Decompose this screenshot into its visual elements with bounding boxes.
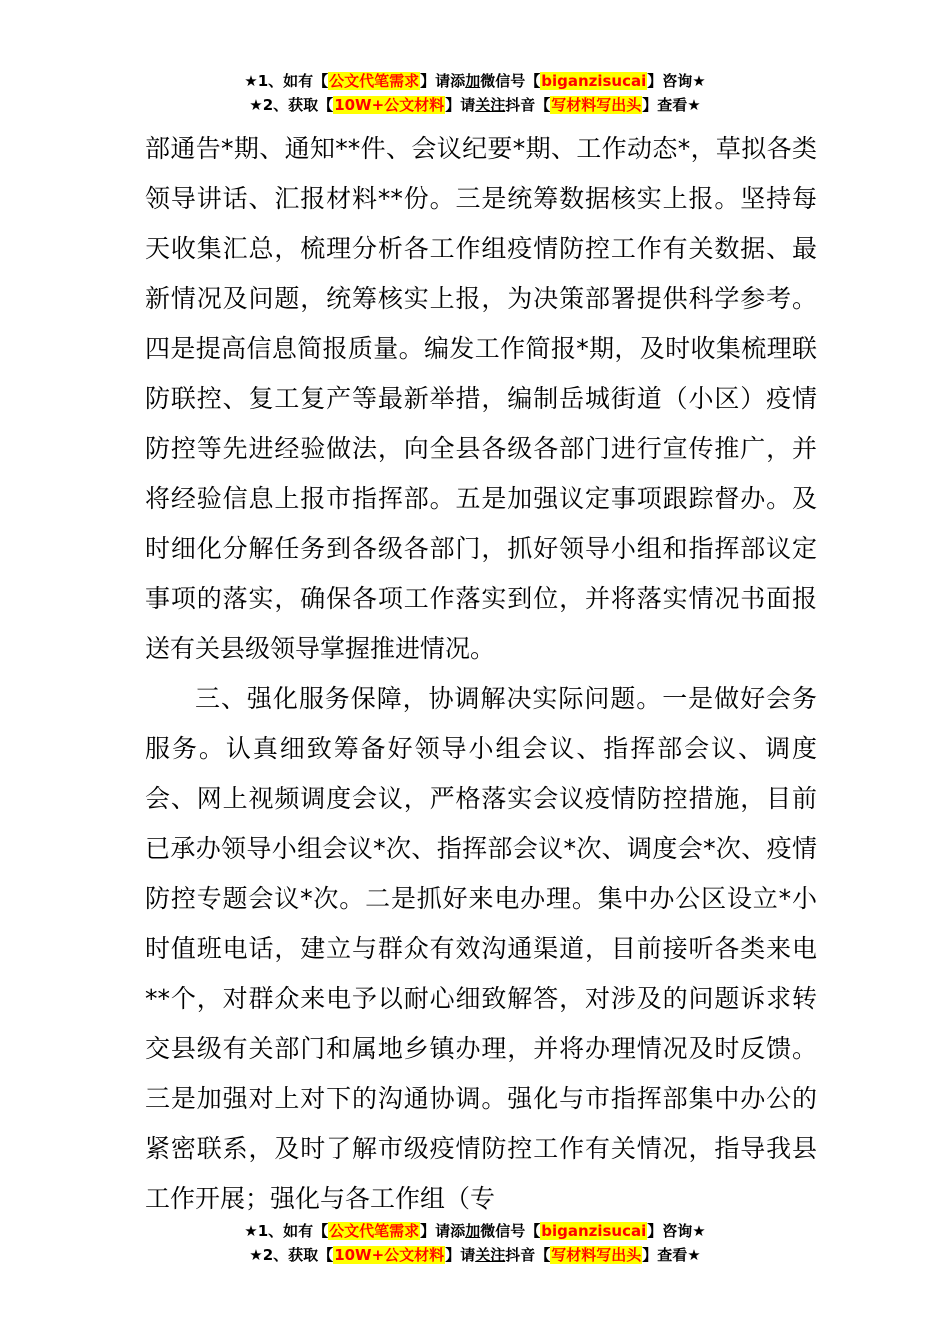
header-promo-banner <box>0 70 950 118</box>
promo-highlight: 公文代笔需求 <box>329 72 420 90</box>
promo-text: 】请添 <box>420 1222 466 1240</box>
promo-line-2 <box>0 1244 950 1268</box>
promo-line-2 <box>0 94 950 118</box>
promo-text: 】咨询★ <box>647 72 706 90</box>
promo-text: 】请添 <box>420 72 466 90</box>
document-body <box>145 124 817 1224</box>
promo-text: 】请 <box>445 1246 476 1264</box>
promo-line-1 <box>0 1220 950 1244</box>
promo-text: 】查看★ <box>642 96 701 114</box>
paragraph-section-three: 三、强化服务保障，协调解决实际问题。一是做好会务服务。认真细致筹备好领导小组会议、指挥部会议、调度会、网上视频调度会议，严格落实会议疫情防控措施，目前已承办领导小组会议*次、指挥部会议*次、调度会*次、疫情防控专题会议*次。二是抓好来电办理。集中办公区设立*小时值班电话，建立与群众有效沟通渠道，目前接听各类来电**个，对群众来电予以耐心细致解答，对涉及的问题诉求转交县级有关部门和属地乡镇办理，并将办理情况及时反馈。三是加强对上对下的沟通协调。强化与市指挥部集中办公的紧密联系，及时了解市级疫情防控工作有关情况，指导我县工作开展；强化与各工作组（专 <box>145 684 817 1213</box>
promo-text: 抖音【 <box>505 1246 551 1264</box>
promo-highlight: 10W+公文材料 <box>334 1246 445 1264</box>
promo-highlight-douyin-name: 写材料写出头 <box>551 96 642 114</box>
promo-text: 】咨询★ <box>647 1222 706 1240</box>
promo-text: ★1、如有【 <box>244 1222 329 1240</box>
paragraph: 部通告*期、通知**件、会议纪要*期、工作动态*，草拟各类领导讲话、汇报材料**份。三是统筹数据核实上报。坚持每天收集汇总，梳理分析各工作组疫情防控工作有关数据、最新情况及问题，统筹核实上报，为决策部署提供科学参考。四是提高信息简报质量。编发工作简报*期，及时收集梳理联防联控、复工复产等最新举措，编制岳城街道（小区）疫情防控等先进经验做法，向全县各级各部门进行宣传推广，并将经验信息上报市指挥部。五是加强议定事项跟踪督办。及时细化分解任务到各级各部门，抓好领导小组和指挥部议定事项的落实，确保各项工作落实到位，并将落实情况书面报送有关县级领导掌握推进情况。 <box>145 134 817 663</box>
promo-text: ★2、获取【 <box>249 96 334 114</box>
promo-text: 微信号【 <box>480 72 541 90</box>
promo-line-1 <box>0 70 950 94</box>
promo-underlined-text: 关注 <box>475 96 506 114</box>
promo-text: 抖音【 <box>505 96 551 114</box>
promo-underlined-text: 加 <box>465 72 481 90</box>
promo-text: ★2、获取【 <box>249 1246 334 1264</box>
promo-text: 微信号【 <box>480 1222 541 1240</box>
footer-promo-banner <box>0 1220 950 1268</box>
promo-text: ★1、如有【 <box>244 72 329 90</box>
promo-text: 】查看★ <box>642 1246 701 1264</box>
promo-highlight-wechat-id: biganzisucai <box>541 1222 647 1240</box>
promo-underlined-text: 关注 <box>475 1246 506 1264</box>
promo-highlight: 公文代笔需求 <box>329 1222 420 1240</box>
promo-highlight-douyin-name: 写材料写出头 <box>551 1246 642 1264</box>
promo-underlined-text: 加 <box>465 1222 481 1240</box>
promo-highlight: 10W+公文材料 <box>334 96 445 114</box>
promo-highlight-wechat-id: biganzisucai <box>541 72 647 90</box>
promo-text: 】请 <box>445 96 476 114</box>
